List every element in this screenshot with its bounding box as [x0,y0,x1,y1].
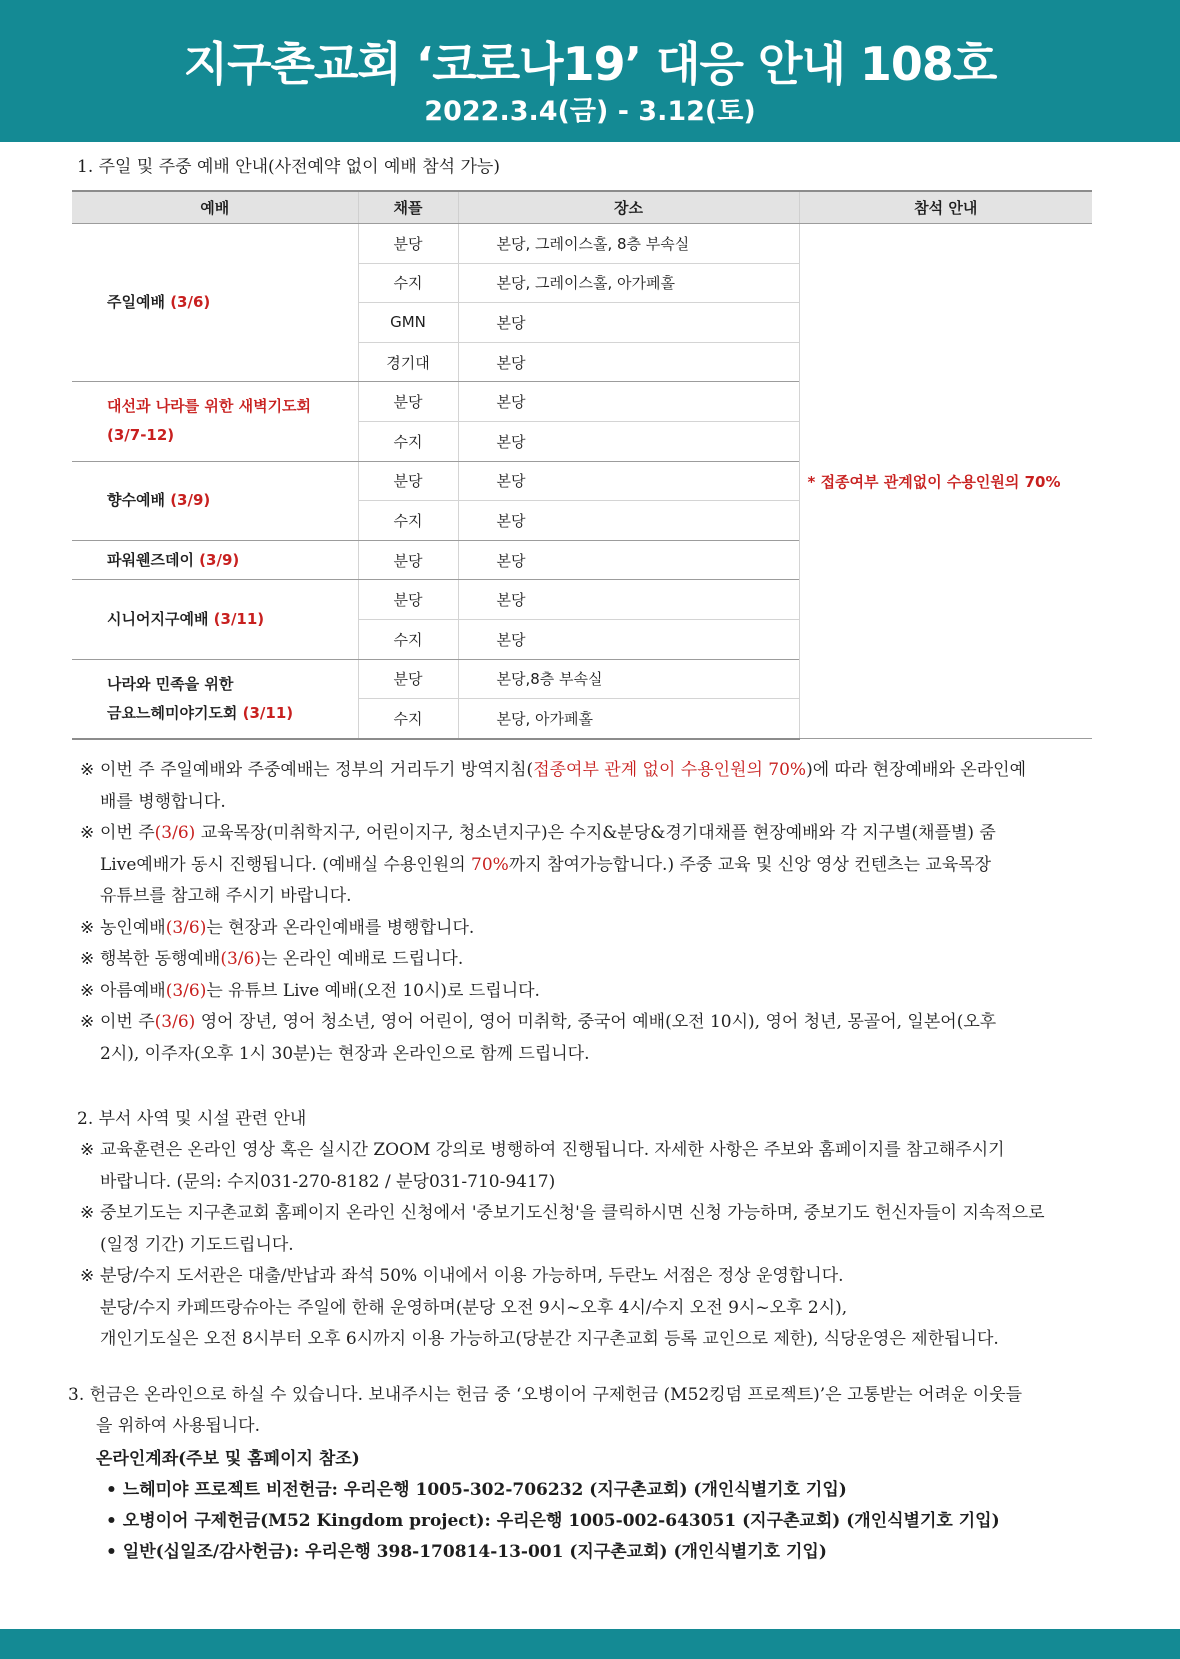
online-accounts [96,1444,1096,1568]
note-item: ※ 중보기도는 지구촌교회 홈페이지 온라인 신청에서 '중보기도신청'을 클릭하시면 신청 가능하며, 중보기도 헌신자들이 지속적으로 [72,1198,1112,1230]
column-header-place: 장소 [458,191,799,224]
place-cell: 본당 [458,501,799,541]
note-item: ※ 이번 주(3/6) 영어 장년, 영어 청소년, 영어 어린이, 영어 미취학, 중국어 예배(오전 10시), 영어 청년, 몽골어, 일본어(오후 [72,1007,1112,1039]
account-item: • 느헤미야 프로젝트 비전헌금: 우리은행 1005-302-706232 (지구촌교회) (개인식별기호 기입) [106,1480,847,1500]
chapel-cell: 분당 [358,382,458,422]
note-continuation: Live예배가 동시 진행됩니다. (예배실 수용인원의 70%까지 참여가능합니다.) 주중 교육 및 신앙 영상 컨텐츠는 교육목장 [100,854,992,875]
reference-mark: ※ [80,1203,95,1223]
note-item: ※ 아름예배(3/6)는 유튜브 Live 예배(오전 10시)로 드립니다. [72,976,1112,1008]
note-item: ※ 이번 주 주일예배와 주중예배는 정부의 거리두기 방역지침(접종여부 관계 없이 수용인원의 70%)에 따라 현장예배와 온라인예 [72,755,1112,787]
reference-mark: ※ [80,980,95,1001]
section-1-notes [72,755,1112,1070]
table-row [72,224,1092,264]
reference-mark: ※ [80,1012,95,1032]
page-header [0,0,1180,142]
service-name: 대선과 나라를 위한 새벽기도회 (3/7-12) [72,382,358,461]
reference-mark: ※ [80,949,95,969]
note-continuation: 유튜브를 참고해 주시기 바랍니다. [100,886,352,906]
column-header-service: 예배 [72,191,358,224]
place-cell: 본당 [458,421,799,461]
note-item: ※ 분당/수지 도서관은 대출/반납과 좌석 50% 이내에서 이용 가능하며, 두란노 서점은 정상 운영합니다. [72,1261,1112,1293]
note-continuation: 2시), 이주자(오후 1시 30분)는 현장과 온라인으로 함께 드립니다. [100,1043,590,1064]
place-cell: 본당 [458,619,799,659]
chapel-cell: 분당 [358,461,458,501]
chapel-cell: 경기대 [358,342,458,382]
section-3-line-1: 3. 헌금은 온라인으로 하실 수 있습니다. 보내주시는 헌금 중 ‘오병이어 구제헌금 (M52킹덤 프로젝트)’은 고통받는 어려운 이웃들 [68,1385,1023,1405]
reference-mark: ※ [80,1266,95,1286]
account-item: • 오병이어 구제헌금(M52 Kingdom project): 우리은행 1005-002-643051 (지구촌교회) (개인식별기호 기입) [106,1511,1000,1531]
accounts-title: 온라인계좌(주보 및 홈페이지 참조) [96,1449,360,1469]
section-2-title: 2. 부서 사역 및 시설 관련 안내 [77,1109,307,1129]
chapel-cell: 수지 [358,501,458,541]
note-continuation: 분당/수지 카페뜨랑슈아는 주일에 한해 운영하며(분당 오전 9시~오후 4시/수지 오전 9시~오후 2시), [100,1297,848,1318]
chapel-cell: 수지 [358,263,458,303]
column-header-chapel: 채플 [358,191,458,224]
note-item: ※ 농인예배(3/6)는 현장과 온라인예배를 병행합니다. [72,913,1112,945]
service-name: 향수예배 (3/9) [72,461,358,540]
reference-mark: ※ [80,760,95,780]
chapel-cell: 분당 [358,580,458,620]
service-name: 나라와 민족을 위한 금요느헤미야기도회 (3/11) [72,659,358,739]
chapel-cell: GMN [358,303,458,343]
note-continuation: 개인기도실은 오전 8시부터 오후 6시까지 이용 가능하고(당분간 지구촌교회 등록 교인으로 제한), 식당운영은 제한됩니다. [100,1329,999,1349]
chapel-cell: 수지 [358,699,458,739]
service-name: 주일예배 (3/6) [72,224,358,382]
account-item: • 일반(십일조/감사헌금): 우리은행 398-170814-13-001 (지구촌교회) (개인식별기호 기입) [106,1542,827,1562]
section-2-notes [72,1135,1112,1356]
chapel-cell: 분당 [358,540,458,580]
worship-schedule-table [72,190,1092,740]
service-name: 파워웬즈데이 (3/9) [72,540,358,580]
note-continuation: 바랍니다. (문의: 수지031-270-8182 / 분당031-710-9417) [100,1171,556,1192]
place-cell: 본당, 그레이스홀, 아가페홀 [458,263,799,303]
chapel-cell: 수지 [358,421,458,461]
note-item: ※ 이번 주(3/6) 교육목장(미취학지구, 어린이지구, 청소년지구)은 수지&분당&경기대채플 현장예배와 각 지구별(채플별) 줌 [72,818,1112,850]
place-cell: 본당, 그레이스홀, 8층 부속실 [458,224,799,264]
footer-bar [0,1629,1180,1659]
date-range: 2022.3.4(금) - 3.12(토) [424,96,756,127]
place-cell: 본당 [458,303,799,343]
chapel-cell: 분당 [358,224,458,264]
chapel-cell: 분당 [358,659,458,699]
note-continuation: 배를 병행합니다. [100,791,226,812]
place-cell: 본당 [458,540,799,580]
place-cell: 본당, 아가페홀 [458,699,799,739]
reference-mark: ※ [80,1140,95,1160]
place-cell: 본당 [458,382,799,422]
reference-mark: ※ [80,917,95,938]
place-cell: 본당,8층 부속실 [458,659,799,699]
table-header-row [72,191,1092,224]
section-1-title: 1. 주일 및 주중 예배 안내(사전예약 없이 예배 참석 가능) [77,157,500,177]
column-header-attendance: 참석 안내 [799,191,1092,224]
attendance-note: * 접종여부 관계없이 수용인원의 70% [799,224,1092,739]
place-cell: 본당 [458,342,799,382]
chapel-cell: 수지 [358,619,458,659]
place-cell: 본당 [458,580,799,620]
note-item: ※ 교육훈련은 온라인 영상 혹은 실시간 ZOOM 강의로 병행하여 진행됩니다. 자세한 사항은 주보와 홈페이지를 참고해주시기 [72,1135,1112,1167]
section-3-line-2: 을 위하여 사용됩니다. [96,1416,261,1436]
note-item: ※ 행복한 동행예배(3/6)는 온라인 예배로 드립니다. [72,944,1112,976]
service-name: 시니어지구예배 (3/11) [72,580,358,659]
page-title: 지구촌교회 ‘코로나19’ 대응 안내 108호 [183,37,997,91]
place-cell: 본당 [458,461,799,501]
reference-mark: ※ [80,823,95,843]
note-continuation: (일정 기간) 기도드립니다. [100,1234,294,1255]
